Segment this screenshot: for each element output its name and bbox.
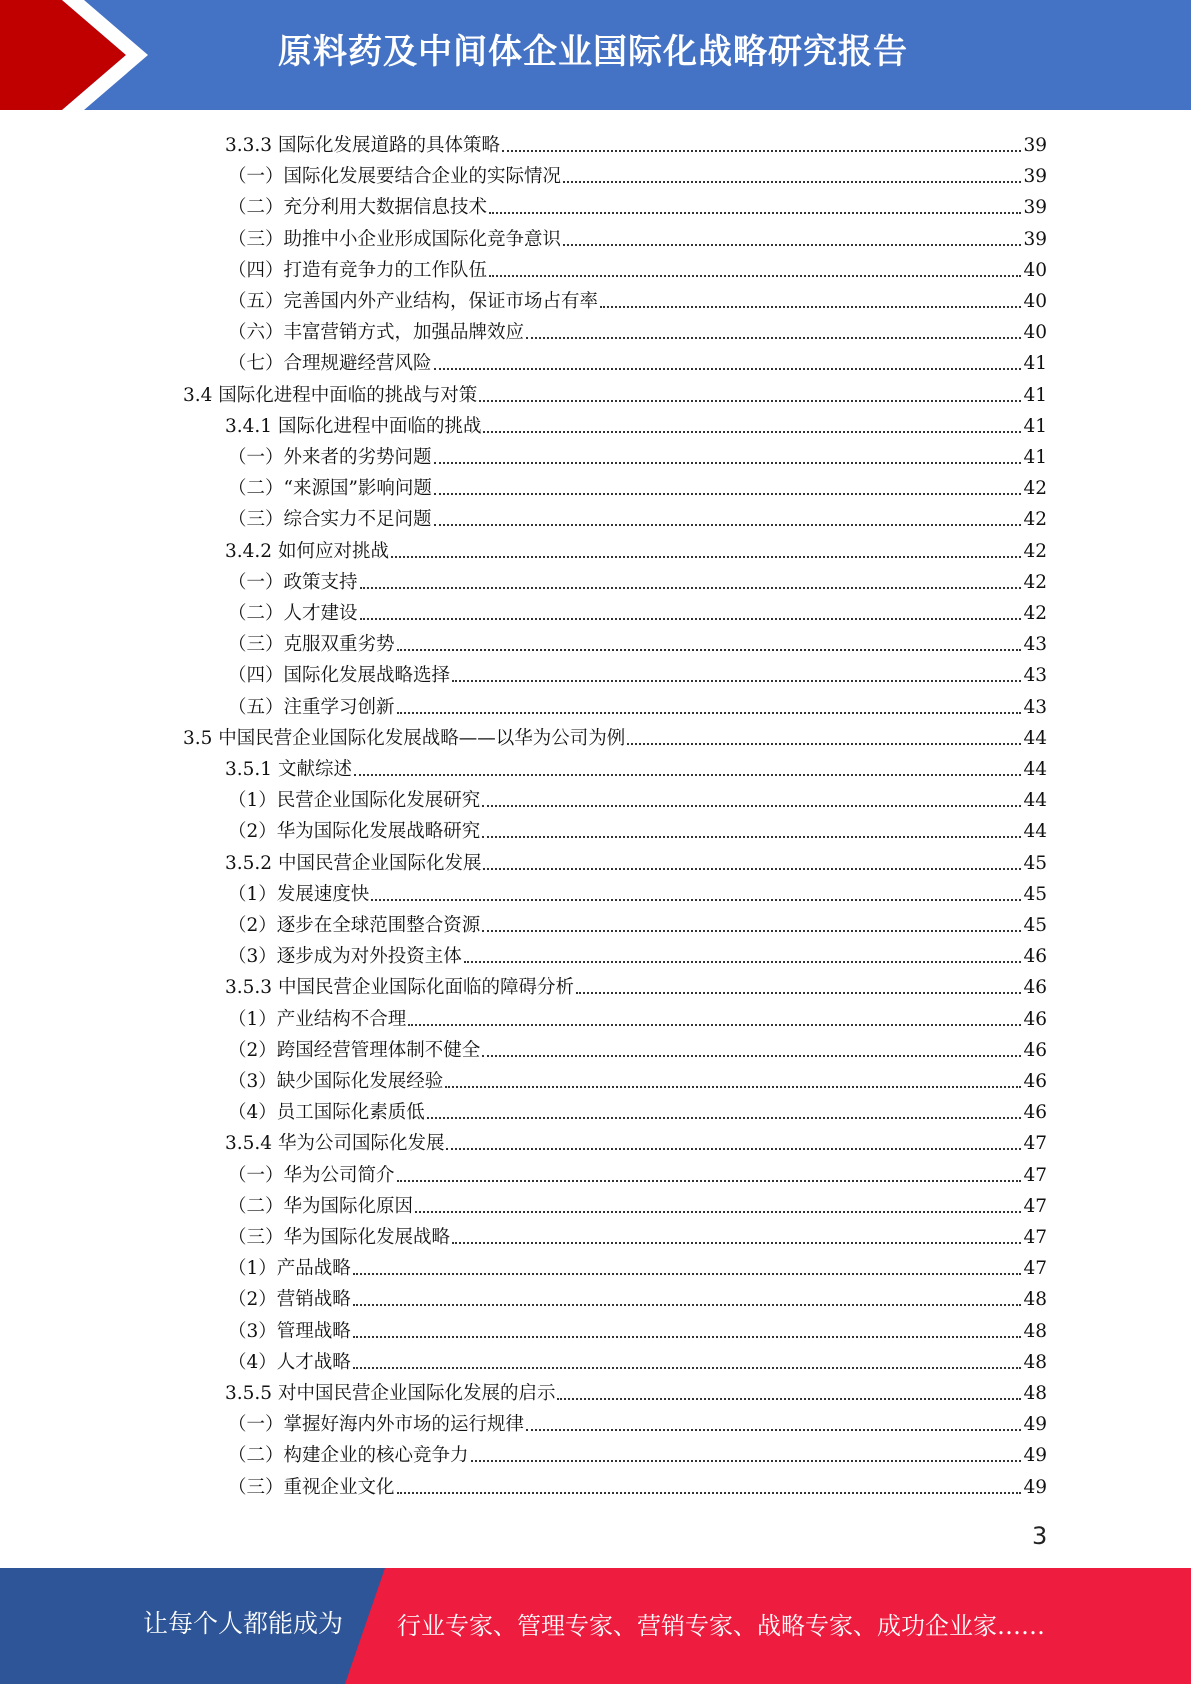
toc-entry-page: 40 bbox=[1023, 322, 1047, 344]
toc-entry-page: 39 bbox=[1023, 197, 1047, 219]
toc-entry[interactable] bbox=[228, 158, 1047, 189]
toc-leader-dots bbox=[408, 1024, 1021, 1026]
toc-entry[interactable] bbox=[225, 127, 1047, 158]
toc-entry-label: （一）国际化发展要结合企业的实际情况 bbox=[228, 166, 562, 188]
toc-leader-dots bbox=[434, 368, 1022, 370]
toc-leader-dots bbox=[434, 493, 1022, 495]
toc-entry[interactable] bbox=[228, 314, 1047, 345]
toc-entry[interactable] bbox=[225, 751, 1047, 782]
page-number: 3 bbox=[1032, 1522, 1048, 1550]
toc-entry-page: 43 bbox=[1023, 665, 1047, 687]
toc-entry[interactable] bbox=[228, 283, 1047, 314]
toc-entry-label: （二）华为国际化原因 bbox=[228, 1195, 414, 1217]
toc-entry-page: 39 bbox=[1023, 166, 1047, 188]
toc-leader-dots bbox=[391, 556, 1021, 558]
toc-leader-dots bbox=[427, 1117, 1022, 1119]
toc-entry-label: （六）丰富营销方式，加强品牌效应 bbox=[228, 322, 525, 344]
toc-leader-dots bbox=[371, 899, 1021, 901]
toc-leader-dots bbox=[471, 1460, 1022, 1462]
toc-entry[interactable] bbox=[228, 1032, 1047, 1063]
toc-entry-page: 46 bbox=[1023, 1039, 1047, 1061]
toc-entry[interactable] bbox=[225, 845, 1047, 876]
toc-entry[interactable] bbox=[228, 876, 1047, 907]
toc-entry[interactable] bbox=[225, 1125, 1047, 1156]
toc-entry-label: （五）注重学习创新 bbox=[228, 696, 395, 718]
toc-entry-page: 48 bbox=[1023, 1320, 1047, 1342]
toc-leader-dots bbox=[526, 1429, 1021, 1431]
toc-entry-label: 3.5.4 华为公司国际化发展 bbox=[225, 1133, 445, 1155]
toc-entry-label: （一）政策支持 bbox=[228, 571, 358, 593]
toc-entry-label: 3.5.5 对中国民营企业国际化发展的启示 bbox=[225, 1383, 556, 1404]
toc-entry-page: 47 bbox=[1023, 1133, 1047, 1155]
toc-entry-label: （四）国际化发展战略选择 bbox=[228, 665, 451, 687]
toc-leader-dots bbox=[627, 743, 1021, 745]
toc-entry-page: 41 bbox=[1023, 384, 1047, 406]
toc-leader-dots bbox=[397, 1492, 1022, 1494]
header-arrow-icon bbox=[0, 0, 160, 110]
toc-entry[interactable] bbox=[228, 470, 1047, 501]
toc-leader-dots bbox=[360, 587, 1022, 589]
toc-entry-page: 47 bbox=[1023, 1164, 1047, 1186]
toc-entry-label: （1）民营企业国际化发展研究 bbox=[228, 790, 481, 812]
toc-entry[interactable] bbox=[228, 657, 1047, 688]
toc-leader-dots bbox=[434, 524, 1022, 526]
toc-entry-label: （4）人才战略 bbox=[228, 1351, 351, 1373]
toc-entry-label: （二）充分利用大数据信息技术 bbox=[228, 197, 488, 219]
toc-entry-page: 46 bbox=[1023, 1008, 1047, 1030]
toc-entry-page: 40 bbox=[1023, 291, 1047, 312]
toc-entry-page: 42 bbox=[1023, 478, 1047, 500]
toc-entry-page: 48 bbox=[1023, 1289, 1047, 1311]
toc-entry-label: （1）发展速度快 bbox=[228, 883, 370, 905]
toc-entry-page: 49 bbox=[1023, 1414, 1047, 1436]
toc-entry-label: （三）克服双重劣势 bbox=[228, 634, 395, 656]
toc-entry-label: （一）外来者的劣势问题 bbox=[228, 447, 432, 468]
toc-entry-label: 3.5 中国民营企业国际化发展战略——以华为公司为例 bbox=[183, 727, 626, 749]
toc-entry-label: 3.3.3 国际化发展道路的具体策略 bbox=[225, 135, 500, 156]
toc-entry[interactable] bbox=[228, 252, 1047, 283]
toc-leader-dots bbox=[489, 275, 1021, 277]
toc-entry[interactable] bbox=[228, 345, 1047, 376]
toc-entry-page: 45 bbox=[1023, 915, 1047, 936]
toc-entry-label: 3.4.2 如何应对挑战 bbox=[225, 540, 389, 562]
toc-entry[interactable] bbox=[228, 1344, 1047, 1375]
toc-leader-dots bbox=[482, 930, 1021, 932]
toc-entry-page: 41 bbox=[1023, 415, 1047, 437]
toc-entry-page: 42 bbox=[1023, 540, 1047, 562]
toc-entry[interactable] bbox=[228, 1094, 1047, 1125]
toc-entry-label: （1）产业结构不合理 bbox=[228, 1008, 407, 1030]
toc-entry-page: 49 bbox=[1023, 1445, 1047, 1467]
toc-entry-page: 46 bbox=[1023, 977, 1047, 999]
toc-leader-dots bbox=[452, 680, 1021, 682]
toc-leader-dots bbox=[563, 244, 1021, 246]
toc-entry-page: 45 bbox=[1023, 883, 1047, 905]
page-header bbox=[0, 0, 1191, 110]
toc-entry[interactable] bbox=[228, 1406, 1047, 1437]
toc-entry-page: 43 bbox=[1023, 634, 1047, 656]
toc-entry[interactable] bbox=[228, 1313, 1047, 1344]
toc-entry-label: （四）打造有竞争力的工作队伍 bbox=[228, 259, 488, 281]
toc-leader-dots bbox=[483, 868, 1021, 870]
toc-entry-page: 48 bbox=[1023, 1351, 1047, 1373]
toc-entry[interactable] bbox=[228, 907, 1047, 938]
toc-entry-page: 48 bbox=[1023, 1383, 1047, 1404]
toc-entry-page: 44 bbox=[1023, 821, 1047, 843]
toc-leader-dots bbox=[452, 1242, 1021, 1244]
toc-entry-page: 44 bbox=[1023, 759, 1047, 780]
toc-entry[interactable] bbox=[228, 1281, 1047, 1312]
toc-entry[interactable] bbox=[228, 813, 1047, 844]
toc-entry-page: 41 bbox=[1023, 353, 1047, 375]
toc-entry[interactable] bbox=[228, 1437, 1047, 1468]
report-title: 原料药及中间体企业国际化战略研究报告 bbox=[278, 32, 908, 72]
toc-entry-label: 3.4 国际化进程中面临的挑战与对策 bbox=[183, 384, 478, 406]
toc-entry-label: （二）构建企业的核心竞争力 bbox=[228, 1445, 469, 1467]
toc-entry[interactable] bbox=[228, 626, 1047, 657]
toc-leader-dots bbox=[353, 1273, 1022, 1275]
toc-leader-dots bbox=[600, 306, 1021, 308]
toc-entry-page: 49 bbox=[1023, 1476, 1047, 1498]
toc-leader-dots bbox=[483, 431, 1021, 433]
toc-entry-page: 42 bbox=[1023, 603, 1047, 624]
toc-leader-dots bbox=[482, 1055, 1021, 1057]
toc-entry[interactable] bbox=[228, 1063, 1047, 1094]
footer-motto-left: 让每个人都能成为 bbox=[143, 1609, 344, 1638]
footer-motto-right: 行业专家、管理专家、营销专家、战略专家、成功企业家…… bbox=[397, 1612, 1045, 1640]
toc-leader-dots bbox=[415, 1211, 1021, 1213]
toc-entry-page: 44 bbox=[1023, 727, 1047, 749]
toc-entry[interactable] bbox=[225, 533, 1047, 564]
toc-entry-page: 45 bbox=[1023, 852, 1047, 874]
toc-leader-dots bbox=[464, 961, 1022, 963]
toc-leader-dots bbox=[434, 462, 1022, 464]
toc-entry[interactable] bbox=[228, 689, 1047, 720]
toc-leader-dots bbox=[526, 337, 1021, 339]
toc-entry-page: 39 bbox=[1023, 135, 1047, 156]
toc-entry-label: （2）营销战略 bbox=[228, 1289, 351, 1311]
toc-leader-dots bbox=[360, 618, 1022, 620]
toc-leader-dots bbox=[576, 992, 1021, 994]
toc-leader-dots bbox=[354, 774, 1022, 776]
toc-entry[interactable] bbox=[228, 1219, 1047, 1250]
toc-entry-page: 47 bbox=[1023, 1195, 1047, 1217]
toc-entry-page: 41 bbox=[1023, 447, 1047, 468]
toc-entry[interactable] bbox=[228, 221, 1047, 252]
toc-leader-dots bbox=[563, 181, 1021, 183]
toc-entry-page: 46 bbox=[1023, 1102, 1047, 1124]
toc-leader-dots bbox=[353, 1304, 1022, 1306]
toc-entry-label: 3.5.1 文献综述 bbox=[225, 759, 352, 780]
toc-entry-page: 42 bbox=[1023, 509, 1047, 531]
toc-entry-label: （三）助推中小企业形成国际化竞争意识 bbox=[228, 228, 562, 250]
toc-entry-label: （2）逐步在全球范围整合资源 bbox=[228, 915, 481, 936]
toc-entry-label: 3.5.3 中国民营企业国际化面临的障碍分析 bbox=[225, 977, 574, 999]
toc-entry-page: 40 bbox=[1023, 259, 1047, 281]
page-footer bbox=[0, 1568, 1191, 1684]
toc-entry-label: 3.5.2 中国民营企业国际化发展 bbox=[225, 852, 482, 874]
toc-entry[interactable] bbox=[228, 1469, 1047, 1500]
toc-entry[interactable] bbox=[228, 1250, 1047, 1281]
toc-leader-dots bbox=[446, 1148, 1021, 1150]
toc-leader-dots bbox=[353, 1336, 1022, 1338]
toc-entry-label: （3）缺少国际化发展经验 bbox=[228, 1071, 444, 1092]
toc-leader-dots bbox=[482, 805, 1021, 807]
toc-entry-label: （三）综合实力不足问题 bbox=[228, 509, 432, 531]
toc-entry[interactable] bbox=[228, 1001, 1047, 1032]
toc-entry-label: 3.4.1 国际化进程中面临的挑战 bbox=[225, 415, 482, 437]
toc-leader-dots bbox=[479, 400, 1021, 402]
toc-entry[interactable] bbox=[228, 439, 1047, 470]
toc-entry-label: （三）华为国际化发展战略 bbox=[228, 1227, 451, 1248]
toc-entry[interactable] bbox=[225, 969, 1047, 1000]
toc-entry-label: （2）华为国际化发展战略研究 bbox=[228, 821, 481, 843]
toc-entry-label: （4）员工国际化素质低 bbox=[228, 1102, 425, 1124]
toc-entry[interactable] bbox=[228, 782, 1047, 813]
toc-entry-page: 46 bbox=[1023, 1071, 1047, 1092]
toc-entry[interactable] bbox=[183, 720, 1047, 751]
toc-entry-label: （1）产品战略 bbox=[228, 1258, 351, 1280]
toc-entry[interactable] bbox=[228, 595, 1047, 626]
toc-entry-page: 42 bbox=[1023, 571, 1047, 593]
toc-entry-label: （三）重视企业文化 bbox=[228, 1476, 395, 1498]
toc-entry-page: 47 bbox=[1023, 1258, 1047, 1280]
toc-leader-dots bbox=[397, 649, 1022, 651]
toc-entry[interactable] bbox=[228, 938, 1047, 969]
toc-entry-page: 39 bbox=[1023, 228, 1047, 250]
toc-leader-dots bbox=[397, 1180, 1022, 1182]
toc-entry[interactable] bbox=[225, 1375, 1047, 1406]
toc-entry-page: 44 bbox=[1023, 790, 1047, 812]
toc-entry[interactable] bbox=[228, 1157, 1047, 1188]
toc-entry-label: （3）管理战略 bbox=[228, 1320, 351, 1342]
toc-entry-label: （二）人才建设 bbox=[228, 603, 358, 624]
toc-leader-dots bbox=[502, 150, 1021, 152]
toc-entry-label: （一）华为公司简介 bbox=[228, 1164, 395, 1186]
toc-entry[interactable] bbox=[183, 377, 1047, 408]
toc-entry[interactable] bbox=[225, 408, 1047, 439]
toc-leader-dots bbox=[353, 1367, 1022, 1369]
toc-leader-dots bbox=[397, 712, 1022, 714]
toc-entry[interactable] bbox=[228, 1188, 1047, 1219]
toc-entry-label: （五）完善国内外产业结构，保证市场占有率 bbox=[228, 291, 599, 312]
toc-entry-label: （七）合理规避经营风险 bbox=[228, 353, 432, 375]
toc-entry[interactable] bbox=[228, 564, 1047, 595]
toc-entry[interactable] bbox=[228, 189, 1047, 220]
toc-entry[interactable] bbox=[228, 501, 1047, 532]
toc-entry-label: （二）“来源国”影响问题 bbox=[228, 478, 432, 500]
toc-entry-page: 47 bbox=[1023, 1227, 1047, 1248]
toc-leader-dots bbox=[557, 1398, 1021, 1400]
toc-entry-label: （2）跨国经营管理体制不健全 bbox=[228, 1039, 481, 1061]
toc-leader-dots bbox=[445, 1086, 1021, 1088]
toc-entry-page: 46 bbox=[1023, 946, 1047, 968]
toc-leader-dots bbox=[482, 836, 1021, 838]
toc-entry-label: （一）掌握好海内外市场的运行规律 bbox=[228, 1414, 525, 1436]
toc-entry-label: （3）逐步成为对外投资主体 bbox=[228, 946, 462, 968]
toc-leader-dots bbox=[489, 212, 1021, 214]
toc-entry-page: 43 bbox=[1023, 696, 1047, 718]
